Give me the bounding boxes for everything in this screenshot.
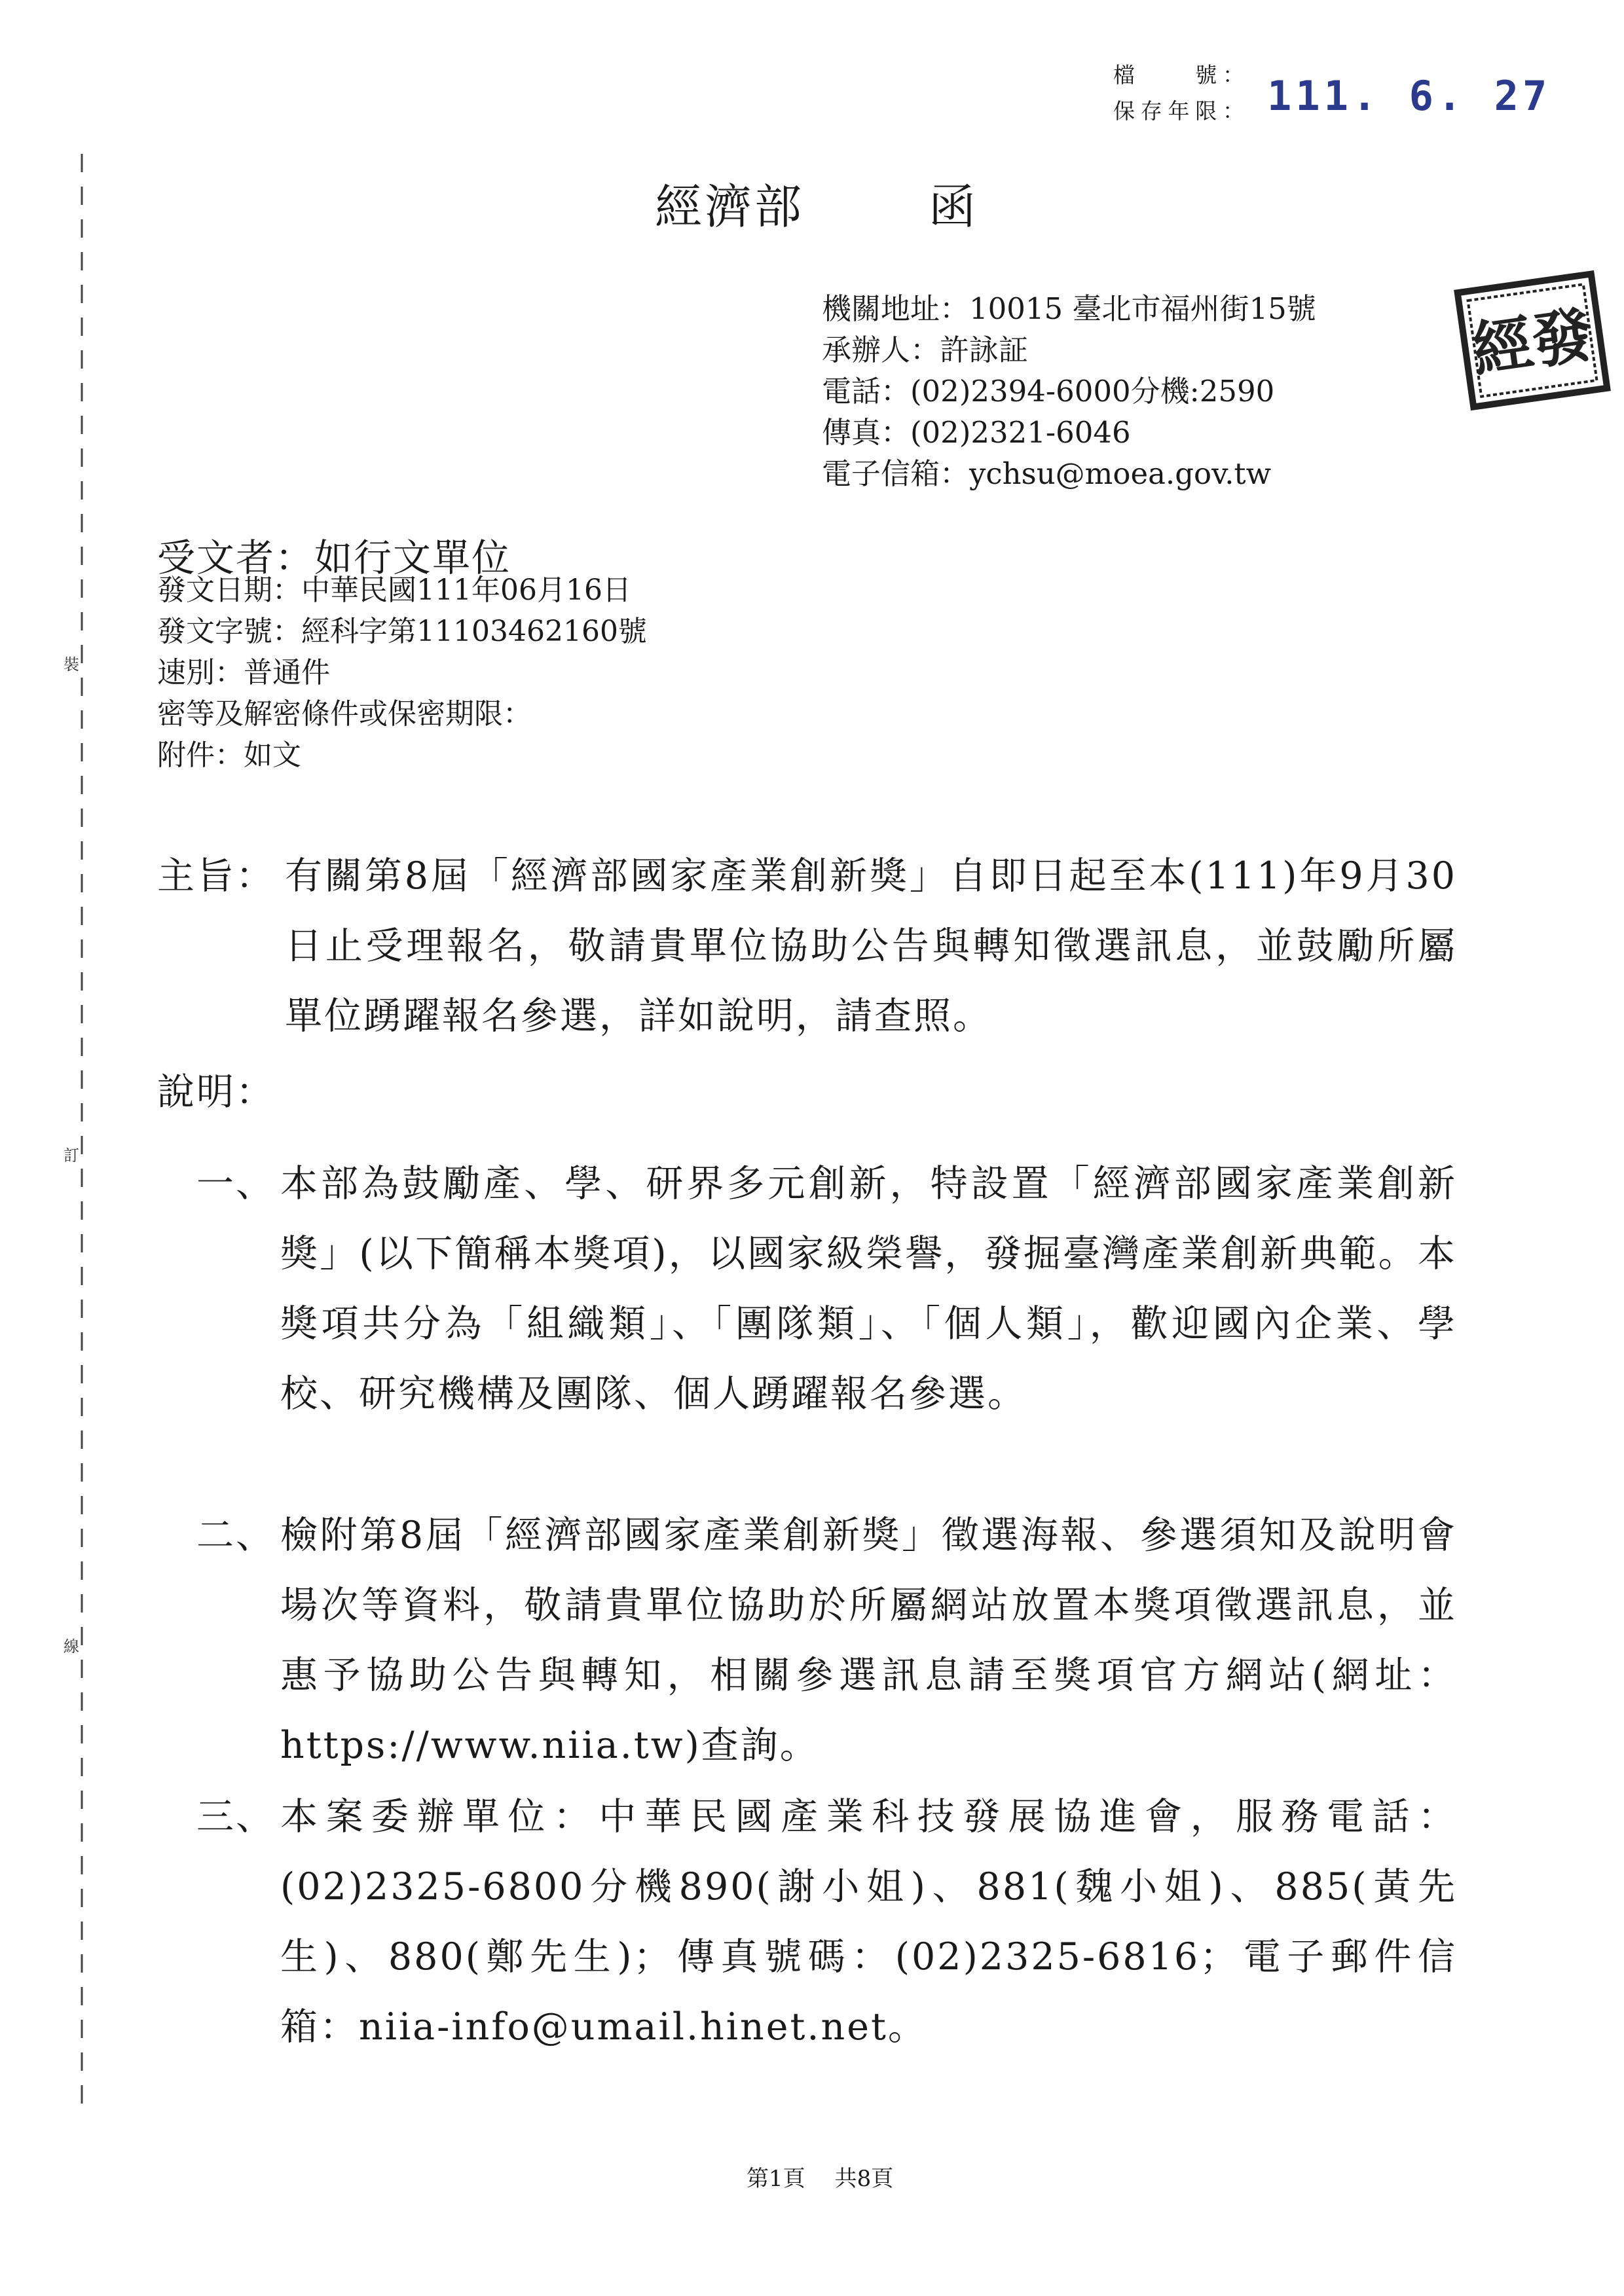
- page-footer: [747, 2160, 893, 2193]
- agency-email: 電子信箱：ychsu@moea.gov.tw: [822, 456, 1272, 491]
- page-total: 共8頁: [834, 2166, 894, 2192]
- binding-dashed-line: [69, 154, 95, 2118]
- agency-info: [822, 288, 1316, 494]
- issue-meta: [157, 570, 647, 776]
- item-text: 檢附第8屆「經濟部國家產業創新獎」徵選海報、參選須知及說明會場次等資料，敬請貴單位協助於所屬網站放置本獎項徵選訊息，並惠予協助公告與轉知，相關參選訊息請至獎項官方網站(網址：https://www.niia.tw)查詢。: [280, 1514, 1457, 1767]
- subject-text: 有關第8屆「經濟部國家產業創新獎」自即日起至本(111)年9月30日止受理報名，敬請貴單位協助公告與轉知徵選訊息，並鼓勵所屬單位踴躍報名參選，詳如說明，請查照。: [285, 854, 1457, 1038]
- page-number: 第1頁: [747, 2166, 805, 2192]
- file-number-row: [1113, 56, 1244, 92]
- attachment: 附件：如文: [157, 738, 301, 772]
- issue-number: 發文字號：經科字第11103462160號: [157, 615, 647, 648]
- receipt-stamp: [1449, 265, 1616, 416]
- retention-label: 保存年限：: [1113, 98, 1244, 124]
- binding-char-ding: 訂: [64, 1142, 79, 1165]
- secrecy-level: 密等及解密條件或保密期限：: [157, 697, 532, 731]
- speed-class: 速別：普通件: [157, 656, 330, 689]
- agency-phone: 電話：(02)2394-6000分機:2590: [822, 374, 1275, 409]
- description-label: 說明：: [157, 1070, 275, 1114]
- item-number: 二、: [196, 1514, 275, 1557]
- issue-date: 發文日期：中華民國111年06月16日: [157, 574, 631, 607]
- received-date-stamp: 111. 6. 27: [1267, 72, 1551, 120]
- item-text: 本案委辦單位：中華民國產業科技發展協進會，服務電話：(02)2325-6800分機890(謝小姐)、881(魏小姐)、885(黃先生)、880(鄭先生)；傳真號碼：(02)2325-6816；電子郵件信箱：niia-info@umail.hinet.net。: [280, 1795, 1457, 2049]
- binding-char-zhuang: 裝: [64, 651, 79, 674]
- recipient: 受文者：如行文單位: [157, 536, 511, 580]
- file-number-label: 檔 號：: [1113, 62, 1244, 88]
- title-agency: 經濟部: [655, 179, 805, 234]
- item-number: 三、: [196, 1795, 275, 1838]
- title-type: 函: [929, 179, 979, 234]
- file-info-box: [1113, 56, 1244, 128]
- stamp-text: 經發: [1467, 299, 1598, 386]
- binding-char-xian: 線: [64, 1633, 79, 1656]
- agency-address: 機關地址：10015 臺北市福州街15號: [822, 291, 1316, 326]
- retention-row: [1113, 92, 1244, 128]
- binding-margin: [64, 154, 95, 2118]
- item-number: 一、: [196, 1162, 275, 1205]
- agency-contact: 承辦人：許詠証: [822, 333, 1029, 367]
- agency-fax: 傳真：(02)2321-6046: [822, 415, 1131, 450]
- document-title: [655, 169, 978, 237]
- subject-label: 主旨：: [157, 854, 275, 898]
- item-text: 本部為鼓勵產、學、研界多元創新，特設置「經濟部國家產業創新獎」(以下簡稱本獎項)，以國家級榮譽，發掘臺灣產業創新典範。本獎項共分為「組織類」、「團隊類」、「個人類」，歡迎國內企業、學校、研究機構及團隊、個人踴躍報名參選。: [280, 1162, 1457, 1415]
